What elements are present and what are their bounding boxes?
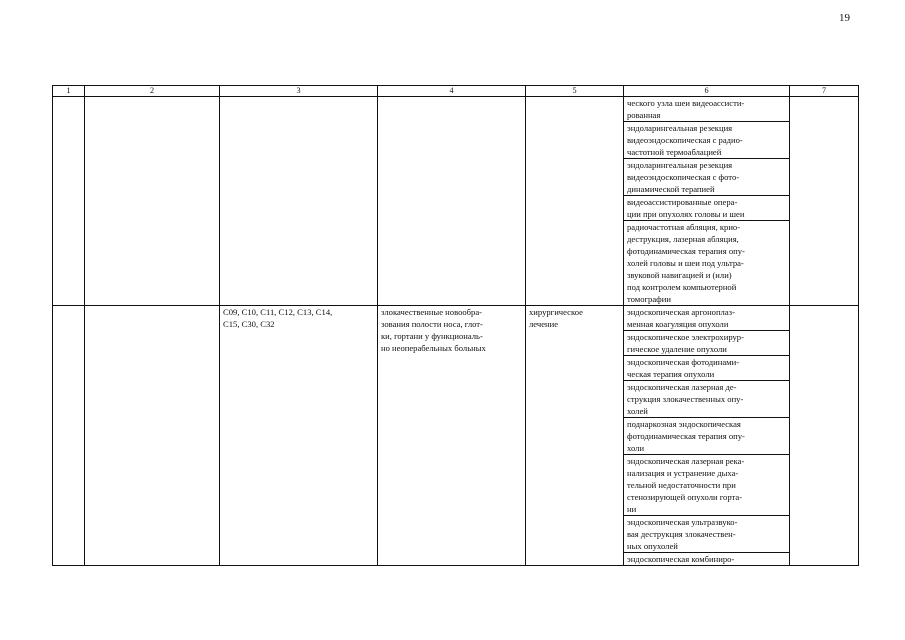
table-row <box>53 97 859 306</box>
operation-item: эндоскопическая фотодинами- ческая терапия опухоли <box>624 356 789 381</box>
row2-treatment-type: хирургическое лечение <box>526 306 624 566</box>
row2-icd-codes: C09, C10, C11, C12, C13, C14, C15, C30, C32 <box>220 306 378 566</box>
header-cell-7: 7 <box>790 86 859 97</box>
operation-item: эндоскопическая аргоноплаз- менная коагуляция опухоли <box>624 306 789 331</box>
row2-col2 <box>85 306 220 566</box>
operation-item: эндоскопическая ультразвуко- вая деструкция злокачествен- ных опухолей <box>624 516 789 553</box>
operation-item: поднаркозная эндоскопическая фотодинамическая терапия опу- холи <box>624 418 789 455</box>
header-cell-5: 5 <box>526 86 624 97</box>
row1-col7 <box>790 97 859 306</box>
operation-item: эндоскопическая лазерная де- струкция злокачественных опу- холей <box>624 381 789 418</box>
operation-item: видеоассистированные опера- ции при опухолях головы и шеи <box>624 196 789 221</box>
row1-col4 <box>378 97 526 306</box>
operation-item: ческого узла шеи видеоассисти- рованная <box>624 97 789 122</box>
header-cell-1: 1 <box>53 86 85 97</box>
row1-col2 <box>85 97 220 306</box>
row2-col7 <box>790 306 859 566</box>
header-cell-4: 4 <box>378 86 526 97</box>
header-cell-2: 2 <box>85 86 220 97</box>
row2-operations <box>624 306 790 566</box>
operation-item: эндоскопическое электрохирур- гическое удаление опухоли <box>624 331 789 356</box>
header-cell-6: 6 <box>624 86 790 97</box>
operation-item: эндоскопическая комбиниро- <box>627 554 735 564</box>
medical-procedures-table <box>52 85 859 566</box>
header-row <box>53 86 859 97</box>
row1-col1 <box>53 97 85 306</box>
operation-item: эндоларингеальная резекция видеоэндоскопическая с радио- частотной термоаблацией <box>624 122 789 159</box>
header-cell-3: 3 <box>220 86 378 97</box>
row2-diagnosis: злокачественные новообра- зования полости носа, глот- ки, гортани у функциональ- но неоперабельных больных <box>378 306 526 566</box>
operation-item: эндоскопическая лазерная река- нализация и устранение дыха- тельной недостаточности при стенозирующей опухоли горта- ни <box>624 455 789 516</box>
table-row <box>53 306 859 566</box>
operation-item: эндоларингеальная резекция видеоэндоскопическая с фото- динамической терапией <box>624 159 789 196</box>
page-number: 19 <box>839 12 850 24</box>
row1-operations <box>624 97 790 306</box>
row1-col5 <box>526 97 624 306</box>
row1-col3 <box>220 97 378 306</box>
row2-col1 <box>53 306 85 566</box>
operation-item: радиочастотная абляция, крио- деструкция, лазерная абляция, фотодинамическая терапия опу- холей головы и шеи под ультра- звуковой навигацией и (или) под контролем компьютерной томографии <box>627 222 745 304</box>
